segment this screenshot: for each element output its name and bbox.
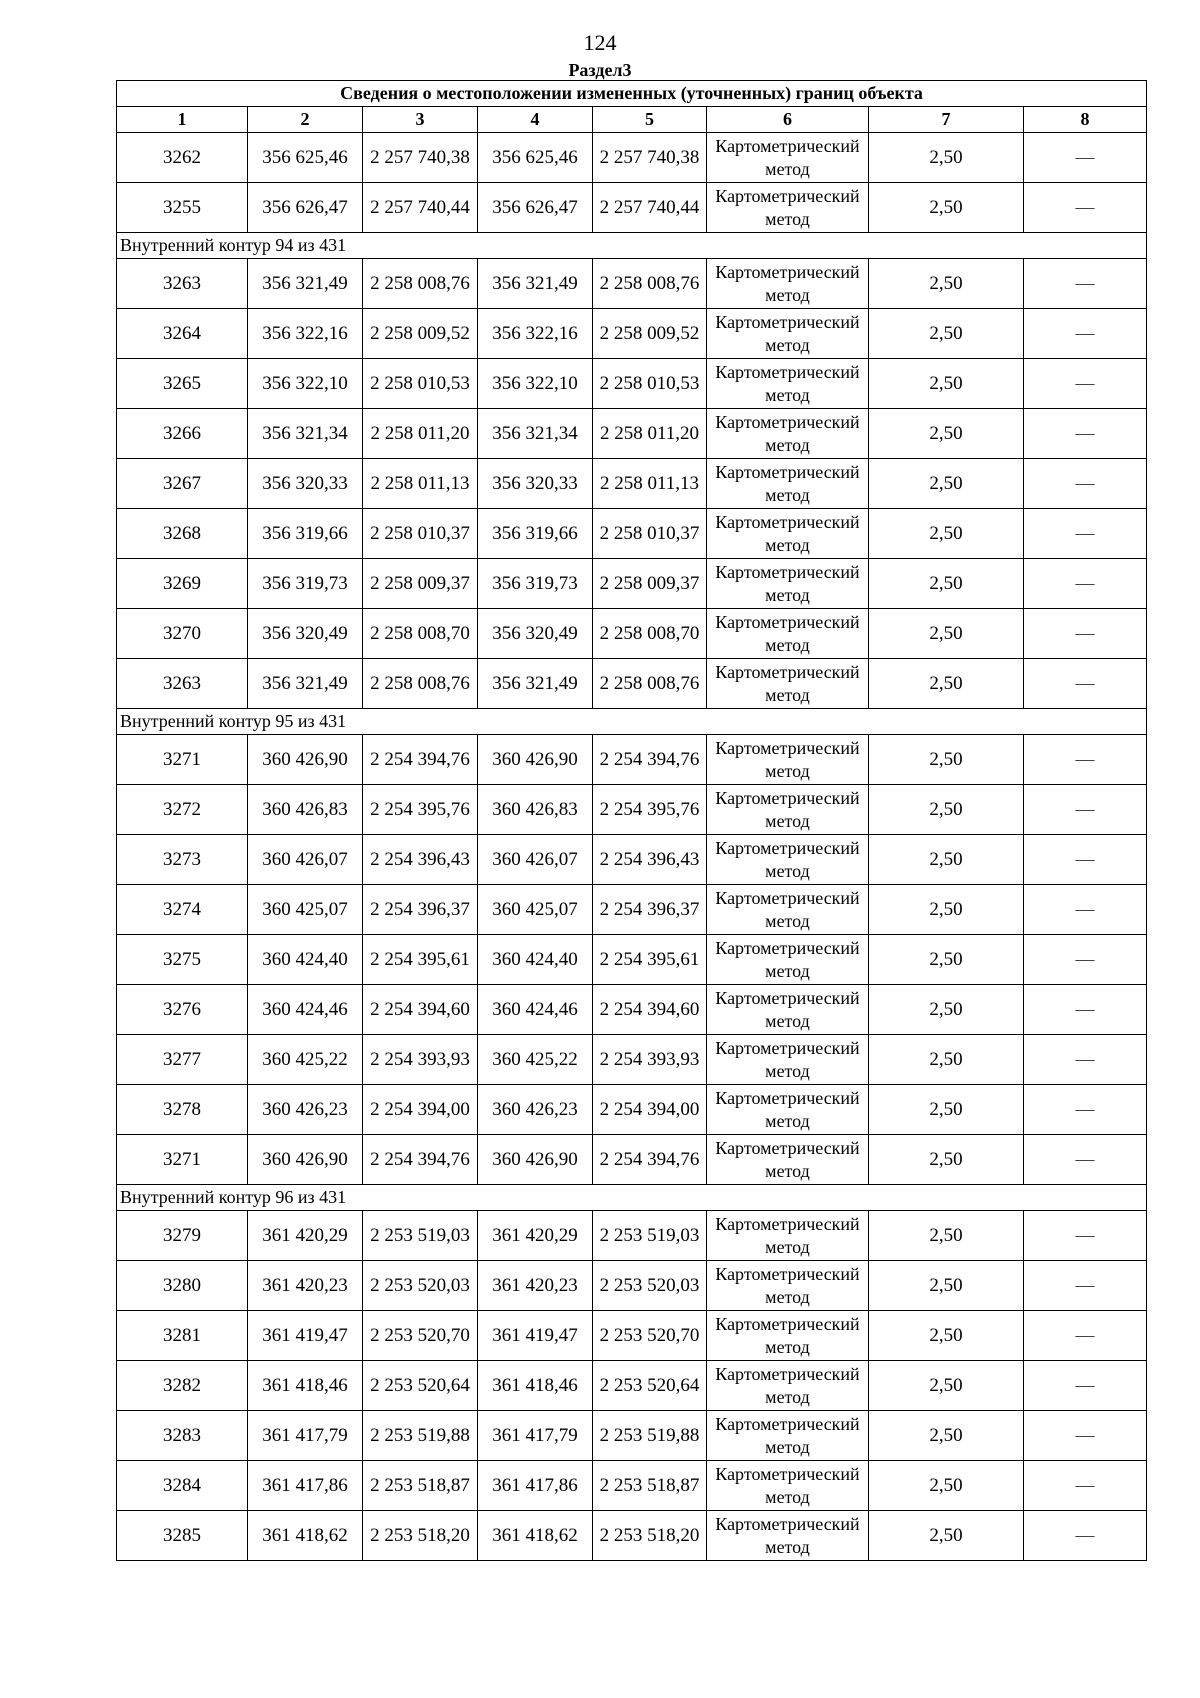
- accuracy-cell: 2,50: [869, 1311, 1024, 1361]
- method-cell: Картометрический метод: [707, 1361, 869, 1411]
- table-row: [117, 785, 1147, 835]
- description-cell: —: [1024, 1311, 1147, 1361]
- coord-x-new-cell: 360 425,07: [478, 885, 593, 935]
- accuracy-cell: 2,50: [869, 1211, 1024, 1261]
- coord-y-cell: 2 254 396,37: [363, 885, 478, 935]
- coord-y-cell: 2 253 519,88: [363, 1411, 478, 1461]
- point-number-cell: 3262: [117, 133, 248, 183]
- coord-y-new-cell: 2 258 008,76: [593, 659, 707, 709]
- coord-y-new-cell: 2 257 740,38: [593, 133, 707, 183]
- coord-x-cell: 356 321,34: [248, 409, 363, 459]
- coord-y-new-cell: 2 258 010,37: [593, 509, 707, 559]
- coord-x-cell: 356 321,49: [248, 259, 363, 309]
- coord-x-cell: 360 426,07: [248, 835, 363, 885]
- method-cell: Картометрический метод: [707, 659, 869, 709]
- coord-y-cell: 2 254 395,76: [363, 785, 478, 835]
- coord-x-cell: 356 320,33: [248, 459, 363, 509]
- coord-x-new-cell: 361 417,79: [478, 1411, 593, 1461]
- coord-x-new-cell: 360 426,23: [478, 1085, 593, 1135]
- column-header-row: [117, 107, 1147, 133]
- coord-y-cell: 2 253 520,03: [363, 1261, 478, 1311]
- method-cell: Картометрический метод: [707, 359, 869, 409]
- table-row: [117, 409, 1147, 459]
- table-row: [117, 359, 1147, 409]
- accuracy-cell: 2,50: [869, 309, 1024, 359]
- coord-y-cell: 2 258 008,70: [363, 609, 478, 659]
- column-header-6: 6: [707, 107, 869, 133]
- coord-x-cell: 361 420,23: [248, 1261, 363, 1311]
- description-cell: —: [1024, 1361, 1147, 1411]
- method-cell: Картометрический метод: [707, 1211, 869, 1261]
- description-cell: —: [1024, 1461, 1147, 1511]
- method-cell: Картометрический метод: [707, 259, 869, 309]
- table-row: [117, 1211, 1147, 1261]
- coord-x-new-cell: 360 424,46: [478, 985, 593, 1035]
- contour-header-row: [117, 233, 1147, 259]
- method-cell: Картометрический метод: [707, 459, 869, 509]
- description-cell: —: [1024, 1135, 1147, 1185]
- coord-y-cell: 2 258 011,13: [363, 459, 478, 509]
- column-header-1: 1: [117, 107, 248, 133]
- table-row: [117, 309, 1147, 359]
- coord-x-new-cell: 356 626,47: [478, 183, 593, 233]
- accuracy-cell: 2,50: [869, 559, 1024, 609]
- description-cell: —: [1024, 1085, 1147, 1135]
- accuracy-cell: 2,50: [869, 885, 1024, 935]
- point-number-cell: 3278: [117, 1085, 248, 1135]
- coord-y-cell: 2 254 393,93: [363, 1035, 478, 1085]
- method-cell: Картометрический метод: [707, 1135, 869, 1185]
- table-row: [117, 835, 1147, 885]
- coord-y-cell: 2 254 394,76: [363, 735, 478, 785]
- coord-x-cell: 361 419,47: [248, 1311, 363, 1361]
- coord-y-new-cell: 2 254 396,37: [593, 885, 707, 935]
- description-cell: —: [1024, 659, 1147, 709]
- table-row: [117, 985, 1147, 1035]
- coord-x-cell: 360 426,90: [248, 735, 363, 785]
- coord-y-cell: 2 258 008,76: [363, 659, 478, 709]
- boundary-table: [116, 80, 1147, 1561]
- coord-y-cell: 2 254 395,61: [363, 935, 478, 985]
- description-cell: —: [1024, 259, 1147, 309]
- accuracy-cell: 2,50: [869, 609, 1024, 659]
- point-number-cell: 3269: [117, 559, 248, 609]
- table-row: [117, 1411, 1147, 1461]
- method-cell: Картометрический метод: [707, 559, 869, 609]
- method-cell: Картометрический метод: [707, 1511, 869, 1561]
- accuracy-cell: 2,50: [869, 259, 1024, 309]
- coord-x-cell: 361 418,62: [248, 1511, 363, 1561]
- table-title: Сведения о местоположении измененных (уточненных) границ объекта: [117, 81, 1147, 107]
- coord-x-new-cell: 361 420,23: [478, 1261, 593, 1311]
- table-row: [117, 133, 1147, 183]
- coord-x-cell: 356 322,10: [248, 359, 363, 409]
- method-cell: Картометрический метод: [707, 785, 869, 835]
- coord-y-new-cell: 2 253 519,88: [593, 1411, 707, 1461]
- column-header-8: 8: [1024, 107, 1147, 133]
- coord-y-new-cell: 2 253 520,03: [593, 1261, 707, 1311]
- accuracy-cell: 2,50: [869, 1361, 1024, 1411]
- method-cell: Картометрический метод: [707, 1085, 869, 1135]
- coord-y-cell: 2 253 518,20: [363, 1511, 478, 1561]
- point-number-cell: 3272: [117, 785, 248, 835]
- description-cell: —: [1024, 885, 1147, 935]
- contour-label: Внутренний контур 94 из 431: [117, 233, 1147, 259]
- coord-x-cell: 361 417,86: [248, 1461, 363, 1511]
- method-cell: Картометрический метод: [707, 835, 869, 885]
- method-cell: Картометрический метод: [707, 509, 869, 559]
- coord-y-new-cell: 2 258 009,52: [593, 309, 707, 359]
- point-number-cell: 3271: [117, 1135, 248, 1185]
- column-header-7: 7: [869, 107, 1024, 133]
- coord-y-cell: 2 253 520,64: [363, 1361, 478, 1411]
- coord-x-new-cell: 361 420,29: [478, 1211, 593, 1261]
- method-cell: Картометрический метод: [707, 309, 869, 359]
- coord-x-new-cell: 356 319,73: [478, 559, 593, 609]
- table-row: [117, 183, 1147, 233]
- coord-y-new-cell: 2 258 008,70: [593, 609, 707, 659]
- coord-x-new-cell: 361 419,47: [478, 1311, 593, 1361]
- description-cell: —: [1024, 1411, 1147, 1461]
- description-cell: —: [1024, 183, 1147, 233]
- coord-x-new-cell: 356 322,10: [478, 359, 593, 409]
- coord-x-cell: 356 322,16: [248, 309, 363, 359]
- coord-y-new-cell: 2 258 011,20: [593, 409, 707, 459]
- method-cell: Картометрический метод: [707, 735, 869, 785]
- accuracy-cell: 2,50: [869, 1511, 1024, 1561]
- coord-y-cell: 2 254 394,00: [363, 1085, 478, 1135]
- coord-x-new-cell: 356 321,49: [478, 259, 593, 309]
- coord-y-new-cell: 2 254 395,76: [593, 785, 707, 835]
- coord-y-new-cell: 2 254 396,43: [593, 835, 707, 885]
- accuracy-cell: 2,50: [869, 1135, 1024, 1185]
- coord-y-new-cell: 2 253 519,03: [593, 1211, 707, 1261]
- coord-x-cell: 356 320,49: [248, 609, 363, 659]
- coord-y-cell: 2 253 518,87: [363, 1461, 478, 1511]
- coord-y-cell: 2 258 008,76: [363, 259, 478, 309]
- description-cell: —: [1024, 1511, 1147, 1561]
- coord-x-cell: 360 425,22: [248, 1035, 363, 1085]
- table-row: [117, 259, 1147, 309]
- coord-x-cell: 356 319,66: [248, 509, 363, 559]
- coord-y-cell: 2 254 394,76: [363, 1135, 478, 1185]
- description-cell: —: [1024, 359, 1147, 409]
- point-number-cell: 3279: [117, 1211, 248, 1261]
- point-number-cell: 3271: [117, 735, 248, 785]
- column-header-4: 4: [478, 107, 593, 133]
- coord-x-cell: 360 424,46: [248, 985, 363, 1035]
- accuracy-cell: 2,50: [869, 735, 1024, 785]
- table-body: [117, 133, 1147, 1561]
- description-cell: —: [1024, 1035, 1147, 1085]
- description-cell: —: [1024, 1261, 1147, 1311]
- method-cell: Картометрический метод: [707, 183, 869, 233]
- contour-header-row: [117, 709, 1147, 735]
- table-row: [117, 1261, 1147, 1311]
- table-row: [117, 609, 1147, 659]
- accuracy-cell: 2,50: [869, 935, 1024, 985]
- table-row: [117, 459, 1147, 509]
- description-cell: —: [1024, 309, 1147, 359]
- coord-x-new-cell: 356 320,33: [478, 459, 593, 509]
- coord-y-cell: 2 253 519,03: [363, 1211, 478, 1261]
- method-cell: Картометрический метод: [707, 1411, 869, 1461]
- contour-label: Внутренний контур 96 из 431: [117, 1185, 1147, 1211]
- coord-y-new-cell: 2 257 740,44: [593, 183, 707, 233]
- accuracy-cell: 2,50: [869, 459, 1024, 509]
- coord-x-new-cell: 360 424,40: [478, 935, 593, 985]
- coord-y-cell: 2 258 011,20: [363, 409, 478, 459]
- coord-y-cell: 2 257 740,44: [363, 183, 478, 233]
- method-cell: Картометрический метод: [707, 985, 869, 1035]
- coord-y-new-cell: 2 254 394,00: [593, 1085, 707, 1135]
- coord-x-new-cell: 356 321,49: [478, 659, 593, 709]
- accuracy-cell: 2,50: [869, 1461, 1024, 1511]
- method-cell: Картометрический метод: [707, 935, 869, 985]
- coord-y-new-cell: 2 258 010,53: [593, 359, 707, 409]
- accuracy-cell: 2,50: [869, 659, 1024, 709]
- coord-x-cell: 360 426,23: [248, 1085, 363, 1135]
- coord-x-cell: 356 319,73: [248, 559, 363, 609]
- section-label: Раздел3: [568, 60, 632, 80]
- accuracy-cell: 2,50: [869, 835, 1024, 885]
- coord-y-new-cell: 2 253 518,20: [593, 1511, 707, 1561]
- column-header-5: 5: [593, 107, 707, 133]
- coord-y-cell: 2 254 396,43: [363, 835, 478, 885]
- table-row: [117, 1461, 1147, 1511]
- table-row: [117, 559, 1147, 609]
- point-number-cell: 3283: [117, 1411, 248, 1461]
- coord-x-new-cell: 360 425,22: [478, 1035, 593, 1085]
- coord-x-cell: 360 426,83: [248, 785, 363, 835]
- description-cell: —: [1024, 935, 1147, 985]
- method-cell: Картометрический метод: [707, 1311, 869, 1361]
- coord-x-new-cell: 356 322,16: [478, 309, 593, 359]
- point-number-cell: 3264: [117, 309, 248, 359]
- point-number-cell: 3268: [117, 509, 248, 559]
- accuracy-cell: 2,50: [869, 1411, 1024, 1461]
- accuracy-cell: 2,50: [869, 785, 1024, 835]
- point-number-cell: 3274: [117, 885, 248, 935]
- description-cell: —: [1024, 609, 1147, 659]
- description-cell: —: [1024, 559, 1147, 609]
- table-row: [117, 935, 1147, 985]
- coord-x-cell: 360 426,90: [248, 1135, 363, 1185]
- coord-x-new-cell: 356 321,34: [478, 409, 593, 459]
- point-number-cell: 3282: [117, 1361, 248, 1411]
- coord-y-cell: 2 258 009,52: [363, 309, 478, 359]
- coord-y-new-cell: 2 254 394,76: [593, 735, 707, 785]
- accuracy-cell: 2,50: [869, 985, 1024, 1035]
- method-cell: Картометрический метод: [707, 1035, 869, 1085]
- coord-y-new-cell: 2 254 393,93: [593, 1035, 707, 1085]
- coord-x-cell: 361 420,29: [248, 1211, 363, 1261]
- point-number-cell: 3263: [117, 259, 248, 309]
- table-row: [117, 1361, 1147, 1411]
- coord-x-new-cell: 361 418,46: [478, 1361, 593, 1411]
- coord-x-cell: 360 425,07: [248, 885, 363, 935]
- contour-header-row: [117, 1185, 1147, 1211]
- point-number-cell: 3267: [117, 459, 248, 509]
- table-row: [117, 509, 1147, 559]
- table-row: [117, 735, 1147, 785]
- point-number-cell: 3284: [117, 1461, 248, 1511]
- description-cell: —: [1024, 985, 1147, 1035]
- coord-y-new-cell: 2 258 011,13: [593, 459, 707, 509]
- coord-y-new-cell: 2 258 008,76: [593, 259, 707, 309]
- description-cell: —: [1024, 509, 1147, 559]
- point-number-cell: 3277: [117, 1035, 248, 1085]
- table-row: [117, 1085, 1147, 1135]
- table-row: [117, 1135, 1147, 1185]
- description-cell: —: [1024, 785, 1147, 835]
- method-cell: Картометрический метод: [707, 1461, 869, 1511]
- coord-x-cell: 356 321,49: [248, 659, 363, 709]
- accuracy-cell: 2,50: [869, 409, 1024, 459]
- accuracy-cell: 2,50: [869, 133, 1024, 183]
- point-number-cell: 3263: [117, 659, 248, 709]
- accuracy-cell: 2,50: [869, 183, 1024, 233]
- point-number-cell: 3281: [117, 1311, 248, 1361]
- point-number-cell: 3275: [117, 935, 248, 985]
- point-number-cell: 3266: [117, 409, 248, 459]
- coord-x-cell: 356 625,46: [248, 133, 363, 183]
- coord-y-cell: 2 258 010,53: [363, 359, 478, 409]
- coord-y-new-cell: 2 258 009,37: [593, 559, 707, 609]
- accuracy-cell: 2,50: [869, 509, 1024, 559]
- description-cell: —: [1024, 409, 1147, 459]
- coord-x-new-cell: 361 418,62: [478, 1511, 593, 1561]
- coord-x-new-cell: 360 426,90: [478, 735, 593, 785]
- contour-label: Внутренний контур 95 из 431: [117, 709, 1147, 735]
- coord-x-cell: 360 424,40: [248, 935, 363, 985]
- point-number-cell: 3273: [117, 835, 248, 885]
- coord-x-new-cell: 356 625,46: [478, 133, 593, 183]
- coord-y-cell: 2 257 740,38: [363, 133, 478, 183]
- method-cell: Картометрический метод: [707, 133, 869, 183]
- method-cell: Картометрический метод: [707, 609, 869, 659]
- coord-x-cell: 361 418,46: [248, 1361, 363, 1411]
- accuracy-cell: 2,50: [869, 1261, 1024, 1311]
- coord-x-cell: 361 417,79: [248, 1411, 363, 1461]
- coord-y-cell: 2 258 009,37: [363, 559, 478, 609]
- point-number-cell: 3280: [117, 1261, 248, 1311]
- description-cell: —: [1024, 835, 1147, 885]
- accuracy-cell: 2,50: [869, 359, 1024, 409]
- coord-x-new-cell: 361 417,86: [478, 1461, 593, 1511]
- description-cell: —: [1024, 735, 1147, 785]
- table-row: [117, 659, 1147, 709]
- description-cell: —: [1024, 459, 1147, 509]
- table-row: [117, 1035, 1147, 1085]
- point-number-cell: 3270: [117, 609, 248, 659]
- coord-y-new-cell: 2 254 395,61: [593, 935, 707, 985]
- coord-y-new-cell: 2 254 394,76: [593, 1135, 707, 1185]
- table-row: [117, 1511, 1147, 1561]
- description-cell: —: [1024, 133, 1147, 183]
- method-cell: Картометрический метод: [707, 1261, 869, 1311]
- page-number: 124: [583, 30, 617, 55]
- column-header-2: 2: [248, 107, 363, 133]
- coord-y-new-cell: 2 254 394,60: [593, 985, 707, 1035]
- accuracy-cell: 2,50: [869, 1035, 1024, 1085]
- table-row: [117, 885, 1147, 935]
- coord-x-new-cell: 356 320,49: [478, 609, 593, 659]
- point-number-cell: 3276: [117, 985, 248, 1035]
- point-number-cell: 3255: [117, 183, 248, 233]
- coord-x-cell: 356 626,47: [248, 183, 363, 233]
- method-cell: Картометрический метод: [707, 409, 869, 459]
- method-cell: Картометрический метод: [707, 885, 869, 935]
- coord-x-new-cell: 360 426,90: [478, 1135, 593, 1185]
- coord-y-cell: 2 253 520,70: [363, 1311, 478, 1361]
- coord-y-cell: 2 258 010,37: [363, 509, 478, 559]
- coord-y-new-cell: 2 253 520,64: [593, 1361, 707, 1411]
- coord-y-cell: 2 254 394,60: [363, 985, 478, 1035]
- description-cell: —: [1024, 1211, 1147, 1261]
- coord-x-new-cell: 360 426,83: [478, 785, 593, 835]
- coord-y-new-cell: 2 253 520,70: [593, 1311, 707, 1361]
- point-number-cell: 3285: [117, 1511, 248, 1561]
- accuracy-cell: 2,50: [869, 1085, 1024, 1135]
- table-row: [117, 1311, 1147, 1361]
- point-number-cell: 3265: [117, 359, 248, 409]
- coord-y-new-cell: 2 253 518,87: [593, 1461, 707, 1511]
- coord-x-new-cell: 356 319,66: [478, 509, 593, 559]
- coord-x-new-cell: 360 426,07: [478, 835, 593, 885]
- column-header-3: 3: [363, 107, 478, 133]
